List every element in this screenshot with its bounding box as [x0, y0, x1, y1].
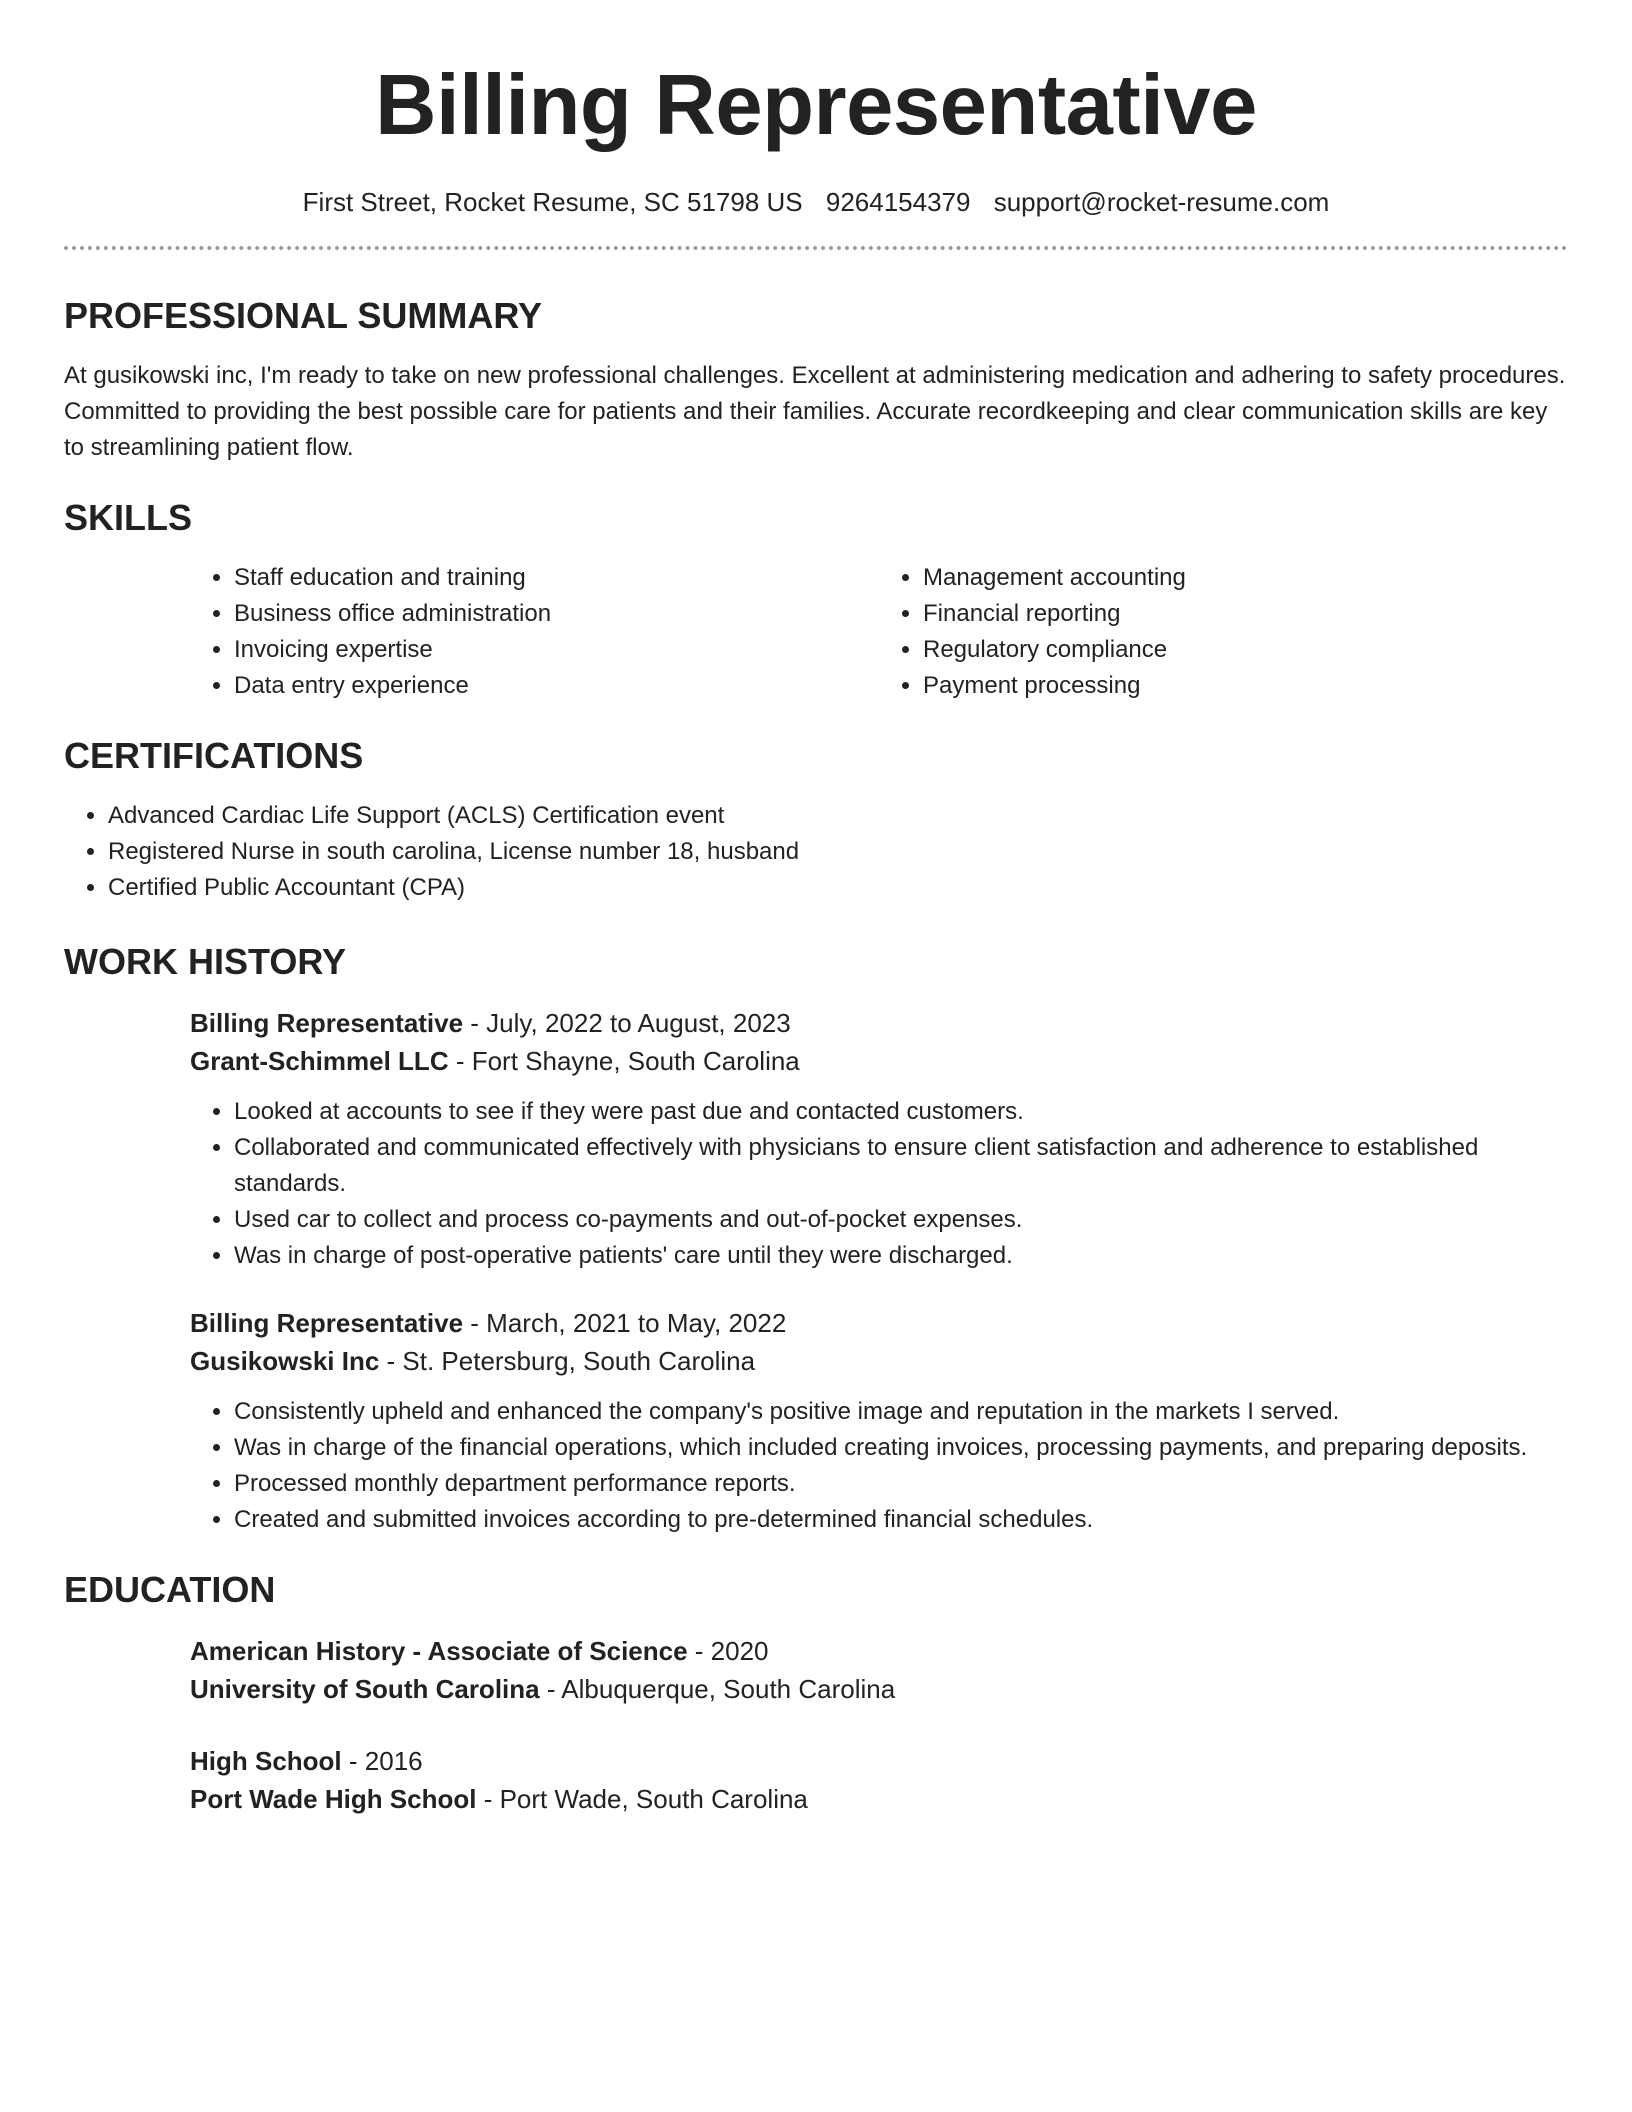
summary-section	[64, 294, 1568, 466]
education-location: - Albuquerque, South Carolina	[539, 1674, 896, 1704]
job-dates: - March, 2021 to May, 2022	[463, 1308, 787, 1338]
job-bullet: • Collaborated and communicated effectively with physicians to ensure client satisfaction and adherence to established standards.	[234, 1130, 1568, 1202]
certification-item: • Registered Nurse in south carolina, License number 18, husband	[108, 834, 1568, 870]
certifications-title: CERTIFICATIONS	[64, 735, 364, 776]
job-entry	[190, 1004, 1568, 1274]
skill-item: • Data entry experience	[234, 668, 879, 704]
education-location: - Port Wade, South Carolina	[476, 1784, 808, 1814]
job-bullet: • Processed monthly department performance reports.	[234, 1466, 1568, 1502]
skill-item: • Payment processing	[923, 668, 1568, 704]
resume-page	[64, 0, 1568, 1818]
skill-item: • Staff education and training	[234, 560, 879, 596]
job-company-line	[190, 1042, 1568, 1080]
certifications-section	[64, 734, 1568, 906]
education-school: Port Wade High School	[190, 1784, 477, 1814]
contact-line	[64, 184, 1568, 220]
job-entry	[190, 1304, 1568, 1538]
summary-title: PROFESSIONAL SUMMARY	[64, 295, 543, 336]
job-bullets	[190, 1394, 1568, 1538]
job-bullet: • Created and submitted invoices according to pre-determined financial schedules.	[234, 1502, 1568, 1538]
header-divider	[64, 246, 1568, 250]
skills-grid	[190, 560, 1568, 704]
skill-item: • Business office administration	[234, 596, 879, 632]
education-section	[64, 1568, 1568, 1818]
skills-section	[64, 496, 1568, 704]
job-bullet: • Looked at accounts to see if they were past due and contacted customers.	[234, 1094, 1568, 1130]
education-degree: High School	[190, 1746, 342, 1776]
job-company: Grant-Schimmel LLC	[190, 1046, 449, 1076]
work-title: WORK HISTORY	[64, 941, 347, 982]
job-role-line	[190, 1004, 1568, 1042]
education-school-line	[190, 1670, 1568, 1708]
job-location: - St. Petersburg, South Carolina	[379, 1346, 756, 1376]
skill-item: • Financial reporting	[923, 596, 1568, 632]
job-role-line	[190, 1304, 1568, 1342]
skill-item: • Management accounting	[923, 560, 1568, 596]
education-entry	[190, 1632, 1568, 1708]
education-year: - 2020	[687, 1636, 769, 1666]
job-company-line	[190, 1342, 1568, 1380]
job-location: - Fort Shayne, South Carolina	[448, 1046, 800, 1076]
skills-list-right	[879, 560, 1568, 704]
job-company: Gusikowski Inc	[190, 1346, 380, 1376]
job-bullet: • Was in charge of the financial operations, which included creating invoices, processing payments, and preparing deposits.	[234, 1430, 1568, 1466]
job-dates: - July, 2022 to August, 2023	[463, 1008, 791, 1038]
candidate-name: Billing Representative	[375, 58, 1257, 153]
skills-list-left	[190, 560, 879, 704]
job-bullet: • Used car to collect and process co-payments and out-of-pocket expenses.	[234, 1202, 1568, 1238]
education-degree: American History - Associate of Science	[190, 1636, 688, 1666]
contact-address: First Street, Rocket Resume, SC 51798 US	[302, 187, 803, 217]
contact-phone: 9264154379	[825, 187, 971, 217]
job-role: Billing Representative	[190, 1008, 464, 1038]
skill-item: • Invoicing expertise	[234, 632, 879, 668]
education-entry	[190, 1742, 1568, 1818]
skills-title: SKILLS	[64, 497, 193, 538]
job-bullet: • Was in charge of post-operative patients' care until they were discharged.	[234, 1238, 1568, 1274]
education-year: - 2016	[341, 1746, 423, 1776]
education-title: EDUCATION	[64, 1569, 276, 1610]
summary-text: At gusikowski inc, I'm ready to take on new professional challenges. Excellent at administering medication and adhering to safety procedures. Committed to providing the best possible care for patients and their families. Accurate recordkeeping and clear communication skills are key to streamlining patient flow.	[64, 362, 1566, 461]
education-school: University of South Carolina	[190, 1674, 540, 1704]
skill-item: • Regulatory compliance	[923, 632, 1568, 668]
certification-item: • Advanced Cardiac Life Support (ACLS) Certification event	[108, 798, 1568, 834]
job-role: Billing Representative	[190, 1308, 464, 1338]
education-degree-line	[190, 1742, 1568, 1780]
certification-item: • Certified Public Accountant (CPA)	[108, 870, 1568, 906]
job-bullets	[190, 1094, 1568, 1274]
education-degree-line	[190, 1632, 1568, 1670]
contact-email: support@rocket-resume.com	[993, 187, 1330, 217]
work-section	[64, 940, 1568, 1538]
certifications-list	[64, 798, 1568, 906]
job-bullet: • Consistently upheld and enhanced the company's positive image and reputation in the markets I served.	[234, 1394, 1568, 1430]
education-school-line	[190, 1780, 1568, 1818]
